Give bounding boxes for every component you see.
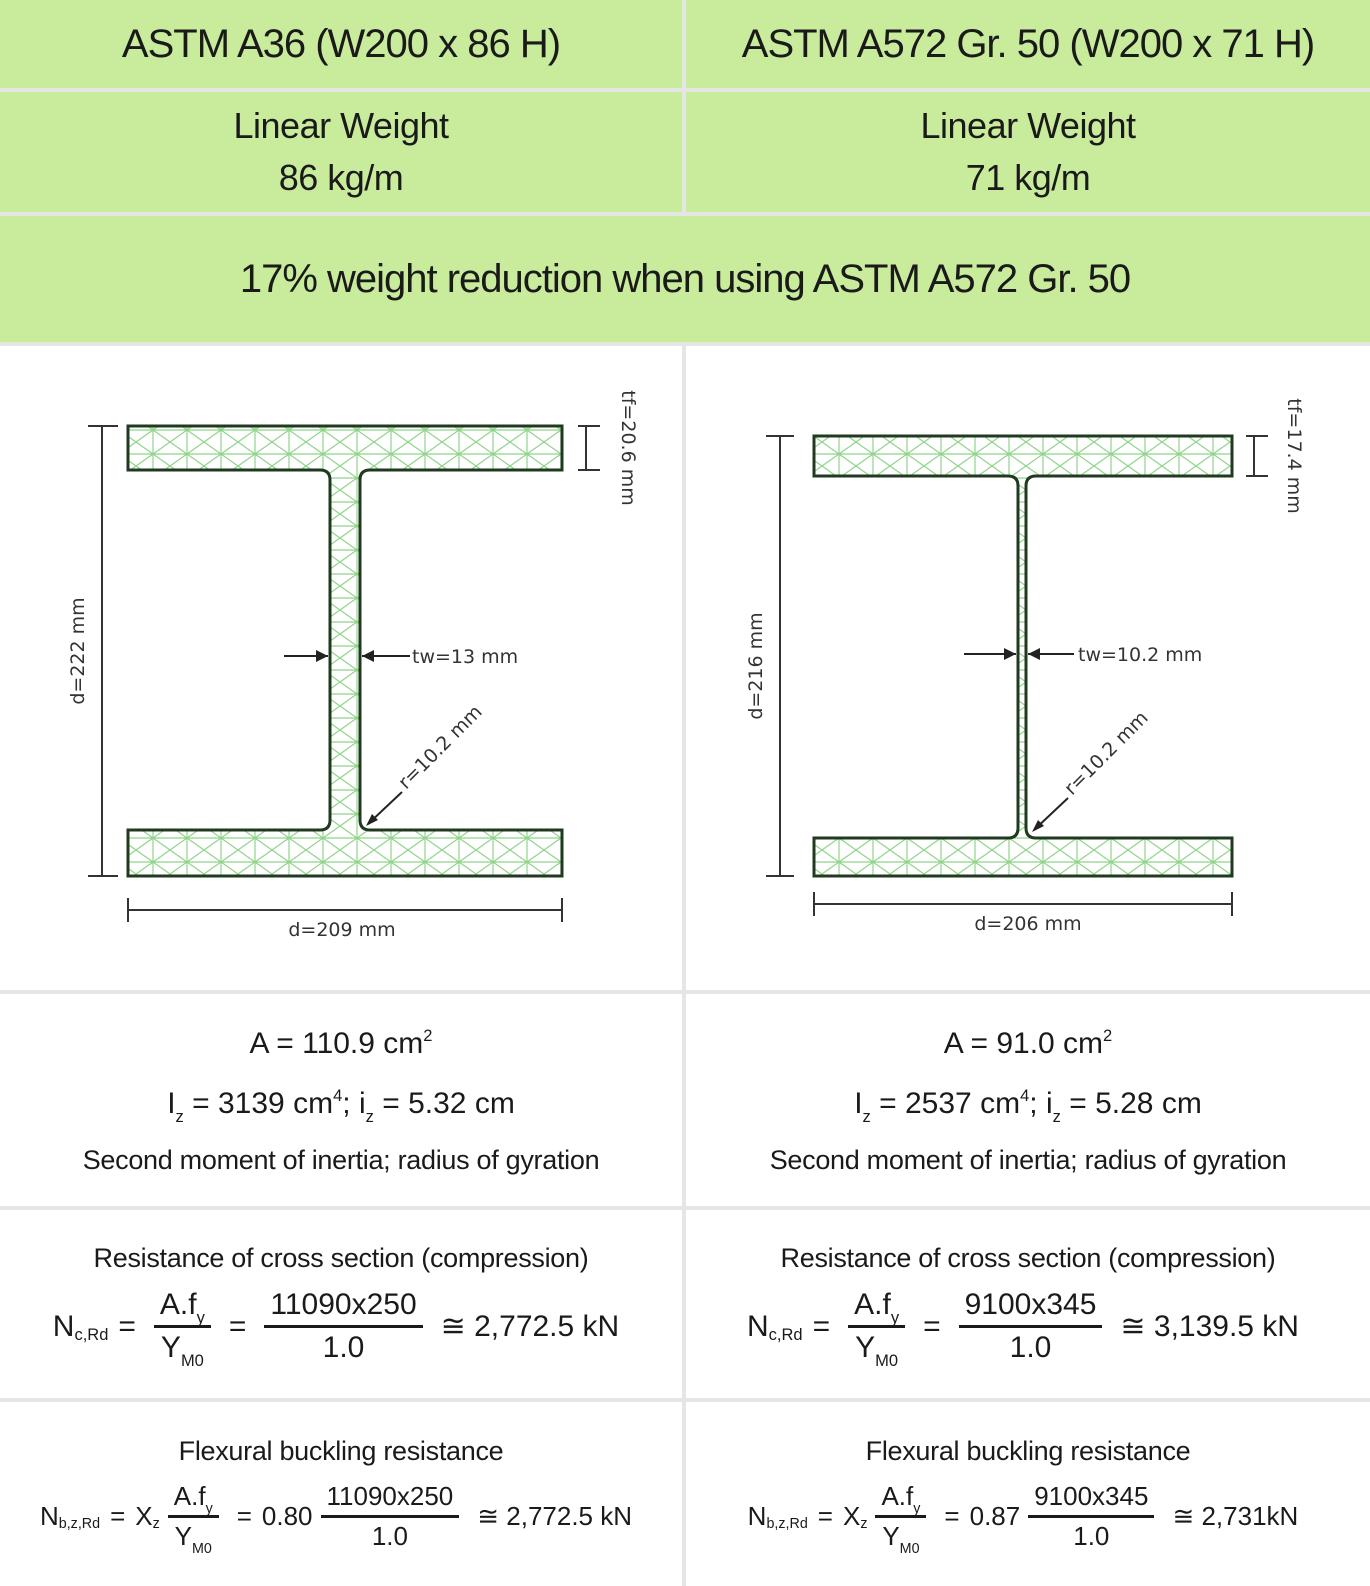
left-compression xyxy=(0,1210,682,1398)
subscript: b,z,Rd xyxy=(766,1516,808,1533)
right-tf-label: tf=17.4 mm xyxy=(1283,398,1305,514)
right-inertia-line xyxy=(854,1076,1202,1136)
separator: ; xyxy=(1029,1087,1038,1120)
equals: = xyxy=(110,1501,126,1531)
chi-symbol: X xyxy=(842,1501,861,1531)
left-buck-numeric-fraction xyxy=(321,1481,460,1552)
left-buckling-formula xyxy=(39,1481,642,1557)
numerator: 11090x250 xyxy=(264,1288,422,1328)
left-buckling-title: Flexural buckling resistance xyxy=(178,1436,504,1466)
left-diagram-cell xyxy=(0,346,682,990)
left-linear-weight-label: Linear Weight xyxy=(233,105,449,146)
equals: = xyxy=(923,1309,941,1343)
gamma-symbol: Y xyxy=(160,1331,181,1364)
left-linear-weight xyxy=(0,92,682,212)
subscript: M0 xyxy=(899,1540,920,1557)
subscript: y xyxy=(205,1500,213,1517)
gamma-symbol: Y xyxy=(855,1331,876,1364)
right-r-label: r=10.2 mm xyxy=(1059,706,1153,800)
equals: = xyxy=(1069,1087,1087,1120)
right-comp-result: ≅ 3,139.5 kN xyxy=(1120,1310,1299,1343)
equals: = xyxy=(192,1087,210,1120)
denominator: 1.0 xyxy=(1009,1331,1052,1364)
left-comp-result: ≅ 2,772.5 kN xyxy=(440,1310,620,1343)
left-tw-label: tw=13 mm xyxy=(412,646,519,668)
banner-text: 17% weight reduction when using ASTM A572 Gr. 50 xyxy=(239,256,1131,301)
n-symbol: N xyxy=(52,1309,75,1343)
right-compression-title: Resistance of cross section (compression) xyxy=(780,1243,1276,1273)
separator: ; xyxy=(342,1087,351,1120)
left-radius-value: 5.32 cm xyxy=(408,1087,515,1120)
subscript: z xyxy=(1052,1108,1061,1127)
equals: = xyxy=(118,1309,136,1343)
exponent: 2 xyxy=(423,1027,433,1046)
weight-reduction-banner xyxy=(0,216,1370,342)
left-compression-formula xyxy=(52,1288,629,1371)
numerator: 11090x250 xyxy=(321,1481,460,1518)
right-compression-formula xyxy=(747,1288,1309,1371)
right-width-label: d=206 mm xyxy=(974,913,1082,935)
subscript: M0 xyxy=(180,1352,204,1371)
area-symbol: A xyxy=(249,1027,268,1060)
right-buckling-formula xyxy=(747,1481,1309,1557)
right-buck-numeric-fraction xyxy=(1028,1481,1154,1552)
left-height-label: d=222 mm xyxy=(67,597,89,705)
denominator: 1.0 xyxy=(322,1331,365,1364)
left-buckling-factor: 0.80 xyxy=(261,1501,313,1531)
denominator: 1.0 xyxy=(1073,1521,1110,1551)
equals: = xyxy=(879,1087,897,1120)
right-buck-symbolic-fraction xyxy=(875,1481,926,1557)
left-width-label: d=209 mm xyxy=(288,919,396,941)
right-header-text: ASTM A572 Gr. 50 (W200 x 71 H) xyxy=(741,21,1315,66)
right-buckling xyxy=(686,1402,1370,1586)
af-symbol: A.f xyxy=(881,1481,914,1511)
inertia-symbol: I xyxy=(854,1087,863,1120)
right-buckling-title: Flexural buckling resistance xyxy=(865,1436,1191,1466)
gamma-symbol: Y xyxy=(882,1521,900,1551)
radius-symbol: i xyxy=(358,1087,366,1120)
subscript: z xyxy=(175,1108,184,1127)
right-header xyxy=(686,0,1370,88)
right-iz-value: 2537 cm xyxy=(905,1087,1021,1120)
right-props-note: Second moment of inertia; radius of gyration xyxy=(769,1145,1287,1175)
numerator: 9100x345 xyxy=(959,1288,1103,1328)
left-i-beam-diagram xyxy=(0,346,682,990)
right-comp-numeric-fraction xyxy=(959,1288,1103,1365)
left-header xyxy=(0,0,682,88)
subscript: c,Rd xyxy=(768,1326,803,1345)
left-buckling xyxy=(0,1402,682,1586)
af-symbol: A.f xyxy=(159,1288,197,1321)
left-props-note: Second moment of inertia; radius of gyration xyxy=(82,1145,600,1175)
left-buck-symbolic-fraction xyxy=(168,1481,219,1557)
subscript: z xyxy=(862,1108,871,1127)
exponent: 2 xyxy=(1103,1027,1113,1046)
exponent: 4 xyxy=(1020,1087,1030,1106)
n-symbol: N xyxy=(39,1501,59,1531)
af-symbol: A.f xyxy=(173,1481,206,1511)
right-linear-weight xyxy=(686,92,1370,212)
subscript: M0 xyxy=(191,1540,212,1557)
area-symbol: A xyxy=(943,1027,963,1060)
equals: = xyxy=(228,1309,247,1343)
right-linear-weight-label: Linear Weight xyxy=(920,105,1136,146)
left-comp-numeric-fraction xyxy=(264,1288,422,1365)
right-compression xyxy=(686,1210,1370,1398)
left-area-value: 110.9 cm xyxy=(302,1027,424,1060)
equals: = xyxy=(970,1027,988,1060)
equals: = xyxy=(276,1027,294,1060)
left-header-text: ASTM A36 (W200 x 86 H) xyxy=(121,21,561,66)
subscript: z xyxy=(152,1516,160,1533)
inertia-symbol: I xyxy=(167,1087,176,1120)
right-height-label: d=216 mm xyxy=(745,612,767,720)
left-inertia-line xyxy=(167,1076,515,1136)
left-area-line xyxy=(250,1016,433,1076)
right-diagram-cell xyxy=(686,346,1370,990)
subscript: z xyxy=(365,1108,374,1127)
equals: = xyxy=(812,1309,831,1343)
right-radius-value: 5.28 cm xyxy=(1095,1087,1202,1120)
right-area-line xyxy=(944,1016,1112,1076)
subscript: c,Rd xyxy=(74,1326,109,1345)
subscript: M0 xyxy=(875,1352,899,1371)
equals: = xyxy=(236,1501,252,1531)
n-symbol: N xyxy=(747,1501,767,1531)
equals: = xyxy=(382,1087,400,1120)
numerator: 9100x345 xyxy=(1028,1481,1154,1518)
chi-symbol: X xyxy=(135,1501,153,1531)
exponent: 4 xyxy=(333,1087,343,1106)
n-symbol: N xyxy=(747,1309,769,1343)
left-compression-title: Resistance of cross section (compression) xyxy=(93,1243,589,1273)
left-comp-symbolic-fraction xyxy=(154,1288,211,1371)
right-buckling-result: ≅ 2,731kN xyxy=(1172,1501,1299,1531)
right-area-value: 91.0 cm xyxy=(996,1027,1104,1060)
left-linear-weight-value: 86 kg/m xyxy=(278,157,404,198)
subscript: y xyxy=(196,1309,205,1328)
radius-symbol: i xyxy=(1045,1087,1053,1120)
subscript: z xyxy=(860,1516,868,1533)
left-buckling-result: ≅ 2,772.5 kN xyxy=(477,1501,633,1531)
equals: = xyxy=(944,1501,960,1531)
af-symbol: A.f xyxy=(854,1288,891,1321)
left-r-label: r=10.2 mm xyxy=(393,700,487,794)
equals: = xyxy=(817,1501,833,1531)
right-buckling-factor: 0.87 xyxy=(969,1501,1021,1531)
right-comp-symbolic-fraction xyxy=(848,1288,905,1371)
subscript: b,z,Rd xyxy=(58,1516,101,1533)
right-tw-label: tw=10.2 mm xyxy=(1078,644,1203,666)
subscript: y xyxy=(890,1309,900,1328)
subscript: y xyxy=(913,1500,921,1517)
left-tf-label: tf=20.6 mm xyxy=(617,390,639,506)
denominator: 1.0 xyxy=(371,1521,408,1551)
right-i-beam-diagram xyxy=(686,346,1370,990)
right-properties xyxy=(686,994,1370,1206)
left-properties xyxy=(0,994,682,1206)
right-linear-weight-value: 71 kg/m xyxy=(965,157,1091,198)
gamma-symbol: Y xyxy=(174,1521,192,1551)
left-iz-value: 3139 cm xyxy=(218,1087,334,1120)
